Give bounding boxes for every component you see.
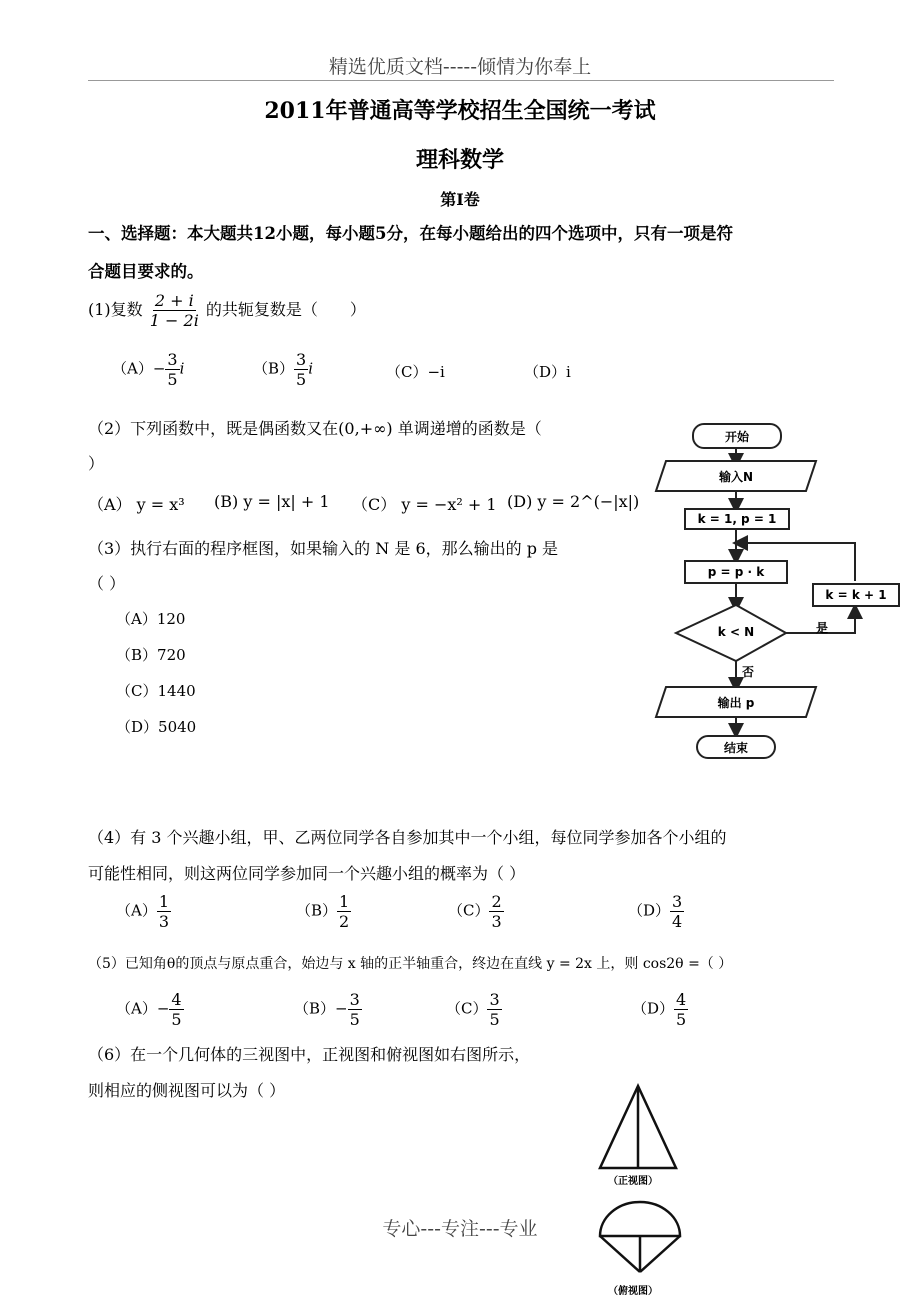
q1-option-c: （C）−i xyxy=(386,363,445,381)
q1-a-den: 5 xyxy=(167,370,178,389)
q5-d-num: 4 xyxy=(676,990,687,1009)
q1-b-i: i xyxy=(308,359,314,378)
q1-a-label: （A） xyxy=(112,359,153,378)
q4-a-den: 3 xyxy=(158,912,170,931)
q5-a-den: 5 xyxy=(171,1010,182,1029)
q4-option-a xyxy=(116,892,171,931)
q5-b-label: （B） xyxy=(294,999,336,1018)
page-header: 精选优质文档-----倾情为你奉上 xyxy=(328,56,592,78)
flow-condition: k < N xyxy=(717,625,755,639)
q4-c-label: （C） xyxy=(448,901,490,920)
question-6-stem-line2: 则相应的侧视图可以为（ ） xyxy=(88,1081,286,1100)
flow-yes-label: 是 xyxy=(816,621,829,635)
q1-option-a xyxy=(112,350,184,389)
q4-b-num: 1 xyxy=(339,892,350,911)
q5-b-num: 3 xyxy=(349,990,360,1009)
q3-option-a: （A）120 xyxy=(116,610,186,628)
q5-a-label: （A） xyxy=(116,999,157,1018)
q1-b-num: 3 xyxy=(296,350,307,369)
q5-d-den: 5 xyxy=(676,1010,687,1029)
q1-a-fraction xyxy=(165,350,179,389)
q4-b-fraction xyxy=(337,892,351,931)
q5-d-label: （D） xyxy=(632,999,675,1018)
q4-option-d xyxy=(628,892,684,931)
flowchart xyxy=(640,415,910,765)
question-1-stem xyxy=(88,291,366,330)
question-2-stem-line1: （2）下列函数中，既是偶函数又在(0,+∞) 单调递增的函数是（ xyxy=(88,419,542,438)
q2-option-d: (D) y = 2^(−|x|) xyxy=(507,492,640,511)
q4-c-num: 2 xyxy=(491,892,502,911)
q1-option-b xyxy=(253,350,313,389)
q5-option-b xyxy=(294,990,362,1029)
q1-option-d: （D）i xyxy=(524,363,571,381)
q1-a-sign: − xyxy=(152,359,166,378)
question-3-stem-line1: （3）执行右面的程序框图，如果输入的 N 是 6，那么输出的 p 是 xyxy=(88,539,559,558)
section-heading-line1: 一、选择题：本大题共12小题，每小题5分，在每小题给出的四个选项中，只有一项是符 xyxy=(88,224,733,243)
q5-c-label: （C） xyxy=(446,999,488,1018)
q2-option-c: （C） y = −x² + 1 xyxy=(352,495,497,514)
q1-numerator: 2 + i xyxy=(154,291,194,310)
q1-suffix: 的共轭复数是（ ） xyxy=(205,300,366,319)
q4-c-den: 3 xyxy=(491,912,502,931)
flow-increment: k = k + 1 xyxy=(812,583,900,607)
q4-b-label: （B） xyxy=(296,901,338,920)
question-5-stem: （5）已知角θ的顶点与原点重合，始边与 x 轴的正半轴重合，终边在直线 y = 2x 上，则 cos2θ =（ ） xyxy=(88,956,733,972)
q4-b-den: 2 xyxy=(339,912,350,931)
flow-input: 输入N xyxy=(718,470,754,484)
flow-start: 开始 xyxy=(692,423,782,449)
q2-option-b: (B) y = |x| + 1 xyxy=(214,492,330,511)
q5-c-den: 5 xyxy=(489,1010,500,1029)
q5-a-num: 4 xyxy=(171,990,182,1009)
q1-b-label: （B） xyxy=(253,359,295,378)
question-4-stem-line2: 可能性相同，则这两位同学参加同一个兴趣小组的概率为（ ） xyxy=(88,864,526,883)
q5-c-num: 3 xyxy=(489,990,500,1009)
q5-c-fraction xyxy=(487,990,501,1029)
q5-option-d xyxy=(632,990,688,1029)
question-4-stem-line1: （4）有 3 个兴趣小组，甲、乙两位同学各自参加其中一个小组，每位同学参加各个小组的 xyxy=(88,828,727,847)
flow-end: 结束 xyxy=(696,735,776,759)
q1-a-i: i xyxy=(179,359,185,378)
flow-no-label: 否 xyxy=(742,665,755,679)
q1-b-den: 5 xyxy=(296,370,307,389)
exam-subtitle: 理科数学 xyxy=(415,147,504,173)
q5-option-c xyxy=(446,990,502,1029)
q3-option-d: （D）5040 xyxy=(116,718,197,736)
q1-denominator: 1 − 2i xyxy=(149,311,199,330)
header-rule xyxy=(88,80,834,81)
q4-c-fraction xyxy=(489,892,503,931)
q1-fraction xyxy=(148,291,201,330)
flow-init: k = 1, p = 1 xyxy=(684,508,790,530)
q5-b-sign: − xyxy=(335,999,348,1018)
front-view-figure xyxy=(590,1080,690,1180)
q4-d-num: 3 xyxy=(672,892,683,911)
q1-b-fraction xyxy=(294,350,308,389)
q4-d-den: 4 xyxy=(672,912,683,931)
front-view-label: （正视图） xyxy=(608,1176,658,1187)
section-heading-line2: 合题目要求的。 xyxy=(88,262,204,281)
q5-b-den: 5 xyxy=(349,1010,360,1029)
q4-option-c xyxy=(448,892,504,931)
q4-d-label: （D） xyxy=(628,901,671,920)
q5-a-sign: − xyxy=(156,999,170,1018)
q4-a-fraction xyxy=(157,892,171,931)
q1-prefix: (1)复数 xyxy=(88,300,143,319)
q4-option-b xyxy=(296,892,351,931)
question-6-stem-line1: （6）在一个几何体的三视图中，正视图和俯视图如右图所示， xyxy=(88,1045,531,1064)
q3-option-b: （B）720 xyxy=(116,646,186,664)
q1-a-num: 3 xyxy=(167,350,178,369)
q5-b-fraction xyxy=(348,990,362,1029)
volume-label: 第Ⅰ卷 xyxy=(440,190,480,209)
q2-option-a: （A） y = x³ xyxy=(88,495,185,514)
page-footer: 专心---专注---专业 xyxy=(382,1218,538,1240)
q5-d-fraction xyxy=(674,990,688,1029)
exam-title: 2011年普通高等学校招生全国统一考试 xyxy=(264,98,656,124)
q3-option-c: （C）1440 xyxy=(116,682,196,700)
q5-option-a xyxy=(116,990,184,1029)
question-3-stem-line2: （ ） xyxy=(88,574,126,593)
flow-process: p = p · k xyxy=(684,560,788,584)
flow-output: 输出 p xyxy=(717,696,755,710)
q4-a-label: （A） xyxy=(116,901,157,920)
q4-d-fraction xyxy=(670,892,684,931)
q4-a-num: 1 xyxy=(158,892,170,911)
top-view-label: （俯视图） xyxy=(608,1286,658,1297)
question-2-stem-line2: ） xyxy=(88,454,105,473)
q5-a-fraction xyxy=(169,990,183,1029)
